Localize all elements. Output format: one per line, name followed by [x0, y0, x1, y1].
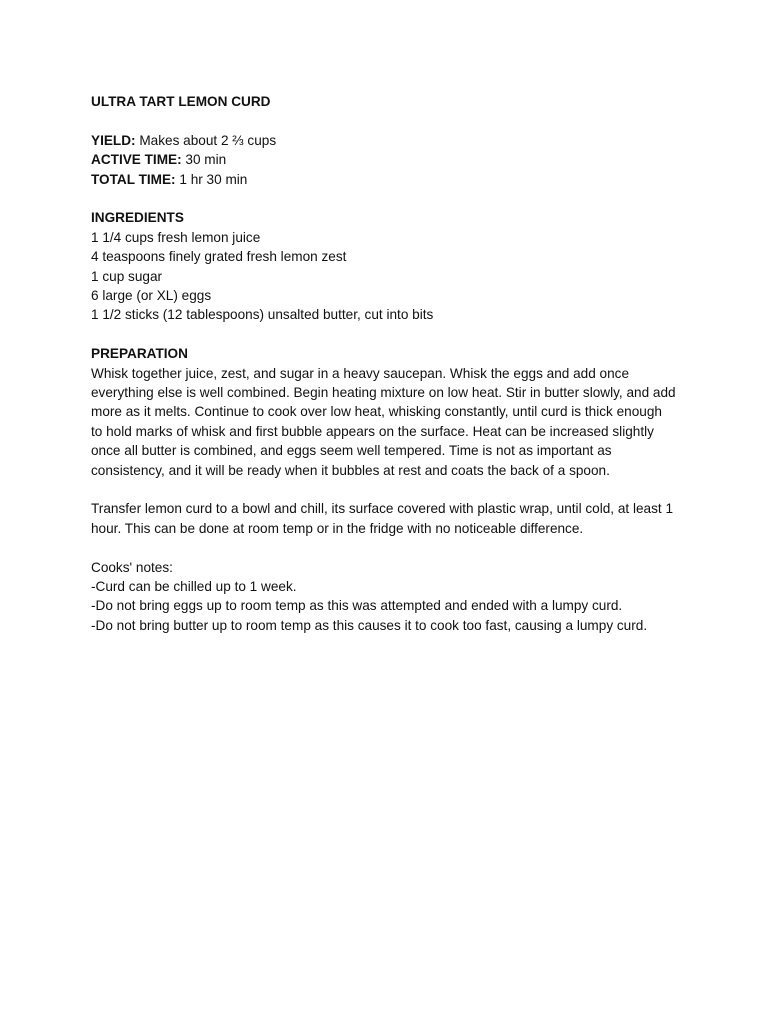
recipe-document [91, 92, 677, 635]
active-time-value: 30 min [181, 152, 227, 168]
note-item: -Do not bring eggs up to room temp as this was attempted and ended with a lumpy curd. [91, 598, 623, 614]
spacer [91, 189, 677, 208]
preparation-paragraph: Whisk together juice, zest, and sugar in a heavy saucepan. Whisk the eggs and add once everything else is well combined. Begin heating mixture on low heat. Stir in butter slowly, and add more as it melts. Continue to cook over low heat, whisking constantly, until curd is thick enough to hold marks of whisk and first bubble appears on the surface. Heat can be increased slightly once all butter is combined, and eggs seem well tempered. Time is not as important as consistency, and it will be ready when it bubbles at rest and coats the back of a spoon. [91, 365, 676, 478]
recipe-title: ULTRA TART LEMON CURD [91, 94, 271, 109]
total-time-value: 1 hr 30 min [175, 171, 248, 187]
note-item: -Curd can be chilled up to 1 week. [91, 579, 297, 595]
total-time-line [91, 170, 677, 189]
active-time-label: ACTIVE TIME: [91, 152, 182, 168]
ingredient-item: 1 1/4 cups fresh lemon juice [91, 229, 261, 245]
yield-line [91, 131, 677, 150]
total-time-label: TOTAL TIME: [91, 171, 176, 187]
ingredient-item: 6 large (or XL) eggs [91, 288, 212, 304]
active-time-line [91, 150, 677, 169]
ingredient-item: 1 1/2 sticks (12 tablespoons) unsalted butter, cut into bits [91, 307, 434, 323]
spacer [91, 538, 677, 557]
ingredient-item: 4 teaspoons finely grated fresh lemon zest [91, 249, 347, 265]
ingredient-item: 1 cup sugar [91, 268, 163, 284]
notes-heading: Cooks' notes: [91, 559, 173, 575]
preparation-heading: PREPARATION [91, 346, 188, 362]
spacer [91, 325, 677, 344]
note-item: -Do not bring butter up to room temp as this causes it to cook too fast, causing a lumpy curd. [91, 617, 648, 633]
preparation-paragraph: Transfer lemon curd to a bowl and chill, its surface covered with plastic wrap, until cold, at least 1 hour. This can be done at room temp or in the fridge with no noticeable difference. [91, 501, 674, 536]
ingredients-heading: INGREDIENTS [91, 210, 184, 226]
yield-value: Makes about 2 ⅔ cups [135, 132, 277, 148]
spacer [91, 480, 677, 499]
spacer [91, 111, 677, 130]
yield-label: YIELD: [91, 132, 136, 148]
